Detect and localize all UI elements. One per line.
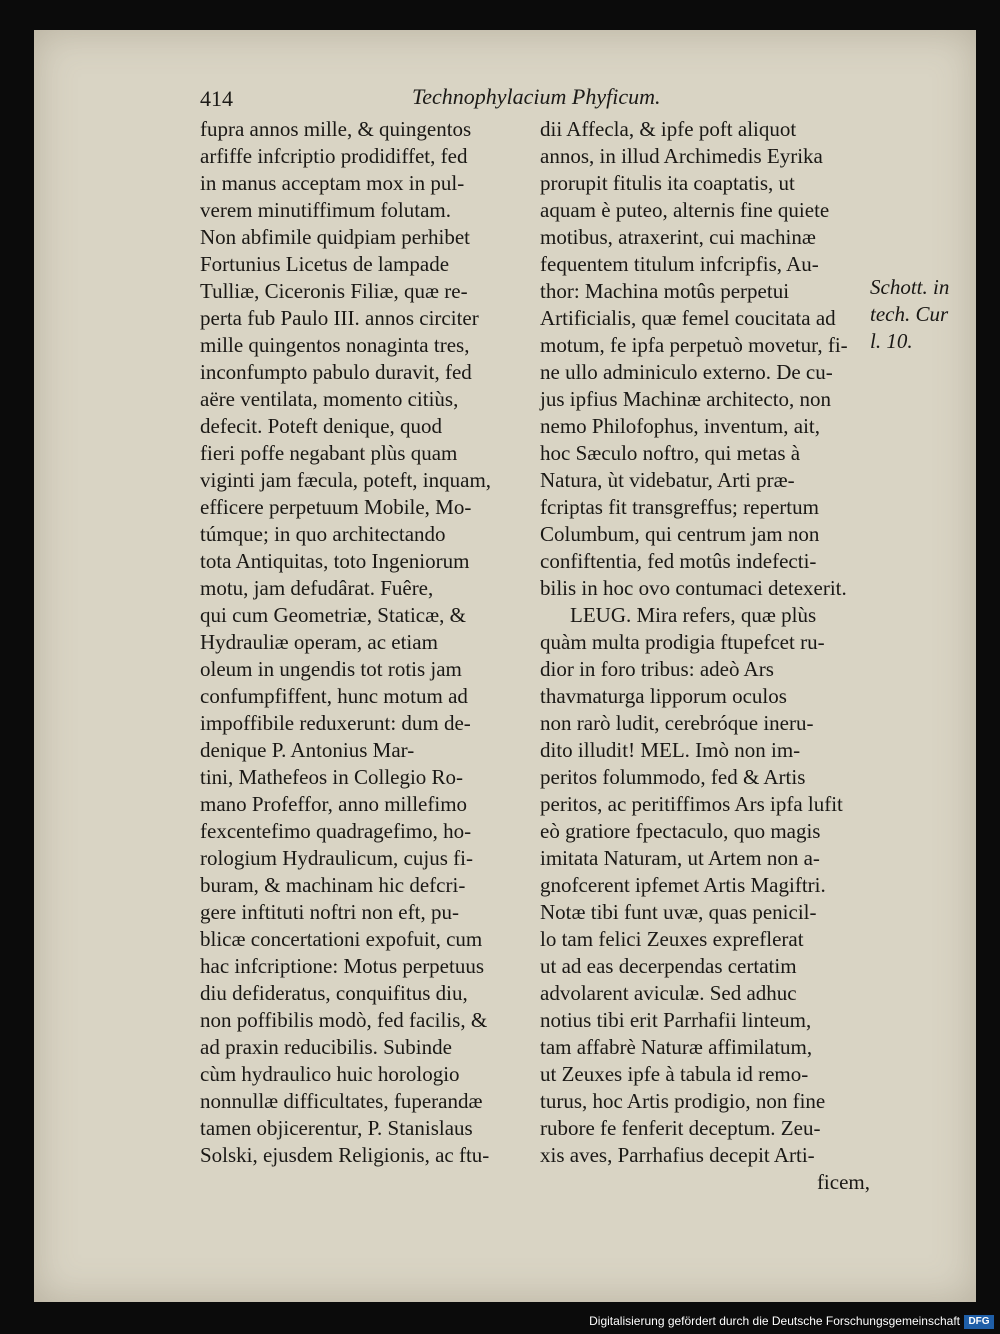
text-line: jus ipfius Machinæ architecto, non xyxy=(540,387,832,411)
text-line: Solski, ejusdem Religionis, ac ftu- xyxy=(200,1143,490,1167)
text-line: ut ad eas decerpendas certatim xyxy=(540,954,797,978)
text-line: ne ullo adminiculo externo. De cu- xyxy=(540,360,833,384)
text-line: tam affabrè Naturæ affimilatum, xyxy=(540,1035,813,1059)
text-line: tamen objicerentur, P. Stanislaus xyxy=(200,1116,473,1140)
text-line: Tulliæ, Ciceronis Filiæ, quæ re- xyxy=(200,279,468,303)
text-line: motibus, atraxerint, cui machinæ xyxy=(540,225,816,249)
text-line: fupra annos mille, & quingentos xyxy=(200,117,472,141)
text-line: non poffibilis modò, fed facilis, & xyxy=(200,1008,488,1032)
left-text-column xyxy=(200,116,530,1169)
text-line: inconfumpto pabulo duravit, fed xyxy=(200,360,472,384)
text-line: perta fub Paulo III. annos circiter xyxy=(200,306,479,330)
text-line: rologium Hydraulicum, cujus fi- xyxy=(200,846,473,870)
text-line: mano Profeffor, anno millefimo xyxy=(200,792,468,816)
text-line: fcriptas fit transgreffus; repertum xyxy=(540,495,819,519)
text-line: thor: Machina motûs perpetui xyxy=(540,279,790,303)
text-line: hoc Sæculo noftro, qui metas à xyxy=(540,441,801,465)
margin-note-line: tech. Cur xyxy=(870,302,949,326)
text-line: fexcentefimo quadragefimo, ho- xyxy=(200,819,472,843)
text-line: nemo Philofophus, inventum, ait, xyxy=(540,414,820,438)
text-line: defecit. Poteft denique, quod xyxy=(200,414,443,438)
text-line: confiftentia, fed motûs indefecti- xyxy=(540,549,817,573)
text-line: advolarent aviculæ. Sed adhuc xyxy=(540,981,797,1005)
text-line: xis aves, Parrhafius decepit Arti- xyxy=(540,1143,815,1167)
text-line: confumpfiffent, hunc motum ad xyxy=(200,684,468,708)
page-number: 414 xyxy=(200,86,233,111)
text-line: Hydrauliæ operam, ac etiam xyxy=(200,630,438,654)
text-line: dior in foro tribus: adeò Ars xyxy=(540,657,774,681)
text-line: túmque; in quo architectando xyxy=(200,522,446,546)
margin-note xyxy=(870,274,980,355)
right-text-column xyxy=(540,116,870,1196)
text-line: peritos, ac peritiffimos Ars ipfa lufit xyxy=(540,792,843,816)
text-line: gere inftituti noftri non eft, pu- xyxy=(200,900,459,924)
text-line: aquam è puteo, alternis fine quiete xyxy=(540,198,830,222)
text-line: quàm multa prodigia ftupefcet ru- xyxy=(540,630,825,654)
running-head: Technophylacium Phyficum. xyxy=(412,84,661,109)
text-line: gnofcerent ipfemet Artis Magiftri. xyxy=(540,873,826,897)
text-line: ut Zeuxes ipfe à tabula id remo- xyxy=(540,1062,809,1086)
text-line: imitata Naturam, ut Artem non a- xyxy=(540,846,820,870)
text-line: motum, fe ipfa perpetuò movetur, fi- xyxy=(540,333,848,357)
text-line: diu defideratus, conquifitus diu, xyxy=(200,981,468,1005)
text-line: annos, in illud Archimedis Eyrika xyxy=(540,144,823,168)
text-line: bilis in hoc ovo contumaci detexerit. xyxy=(540,576,847,600)
text-line: Artificialis, quæ femel coucitata ad xyxy=(540,306,836,330)
text-line: thavmaturga lipporum oculos xyxy=(540,684,787,708)
text-line: nonnullæ difficultates, fuperandæ xyxy=(200,1089,483,1113)
text-line: tota Antiquitas, toto Ingeniorum xyxy=(200,549,470,573)
text-line: Columbum, qui centrum jam non xyxy=(540,522,820,546)
footer-bar xyxy=(0,1312,1000,1334)
text-line: dito illudit! MEL. Imò non im- xyxy=(540,738,801,762)
text-line: mille quingentos nonaginta tres, xyxy=(200,333,470,357)
text-line: qui cum Geometriæ, Staticæ, & xyxy=(200,603,466,627)
text-line: lo tam felici Zeuxes expreflerat xyxy=(540,927,804,951)
text-line: dii Affecla, & ipfe poft aliquot xyxy=(540,117,797,141)
text-line: ad praxin reducibilis. Subinde xyxy=(200,1035,452,1059)
text-line: aëre ventilata, momento citiùs, xyxy=(200,387,459,411)
text-line: rubore fe fenferit deceptum. Zeu- xyxy=(540,1116,821,1140)
text-line: notius tibi erit Parrhafii linteum, xyxy=(540,1008,812,1032)
text-line: Fortunius Licetus de lampade xyxy=(200,252,450,276)
text-line: arfiffe infcriptio prodidiffet, fed xyxy=(200,144,468,168)
text-line: motu, jam defudârat. Fuêre, xyxy=(200,576,434,600)
dfg-logo-icon: DFG xyxy=(964,1315,994,1329)
text-line: fieri poffe negabant plùs quam xyxy=(200,441,458,465)
text-line: Natura, ùt videbatur, Arti præ- xyxy=(540,468,795,492)
text-line: impoffibile reduxerunt: dum de- xyxy=(200,711,471,735)
margin-note-line: l. 10. xyxy=(870,329,913,353)
catchword: ficem, xyxy=(816,1170,870,1194)
text-line: efficere perpetuum Mobile, Mo- xyxy=(200,495,472,519)
text-line: cùm hydraulico huic horologio xyxy=(200,1062,460,1086)
text-line: tini, Mathefeos in Collegio Ro- xyxy=(200,765,464,789)
text-line: viginti jam fæcula, poteft, inquam, xyxy=(200,468,492,492)
text-line: eò gratiore fpectaculo, quo magis xyxy=(540,819,821,843)
text-line: LEUG. Mira refers, quæ plùs xyxy=(570,603,817,627)
text-line: Non abfimile quidpiam perhibet xyxy=(200,225,471,249)
text-line: oleum in ungendis tot rotis jam xyxy=(200,657,462,681)
text-line: prorupit fitulis ita coaptatis, ut xyxy=(540,171,795,195)
margin-note-line: Schott. in xyxy=(870,275,950,299)
text-line: verem minutiffimum folutam. xyxy=(200,198,451,222)
funding-credit: Digitalisierung gefördert durch die Deutsche Forschungsgemeinschaft xyxy=(589,1314,960,1328)
text-line: turus, hoc Artis prodigio, non fine xyxy=(540,1089,826,1113)
text-line: Notæ tibi funt uvæ, quas penicil- xyxy=(540,900,817,924)
text-line: hac infcriptione: Motus perpetuus xyxy=(200,954,485,978)
text-line: denique P. Antonius Mar- xyxy=(200,738,415,762)
text-line: peritos folummodo, fed & Artis xyxy=(540,765,806,789)
text-line: fequentem titulum infcripfis, Au- xyxy=(540,252,819,276)
text-line: buram, & machinam hic defcri- xyxy=(200,873,466,897)
text-line: blicæ concertationi expofuit, cum xyxy=(200,927,483,951)
text-line: non rarò ludit, cerebróque ineru- xyxy=(540,711,814,735)
text-line: in manus acceptam mox in pul- xyxy=(200,171,465,195)
